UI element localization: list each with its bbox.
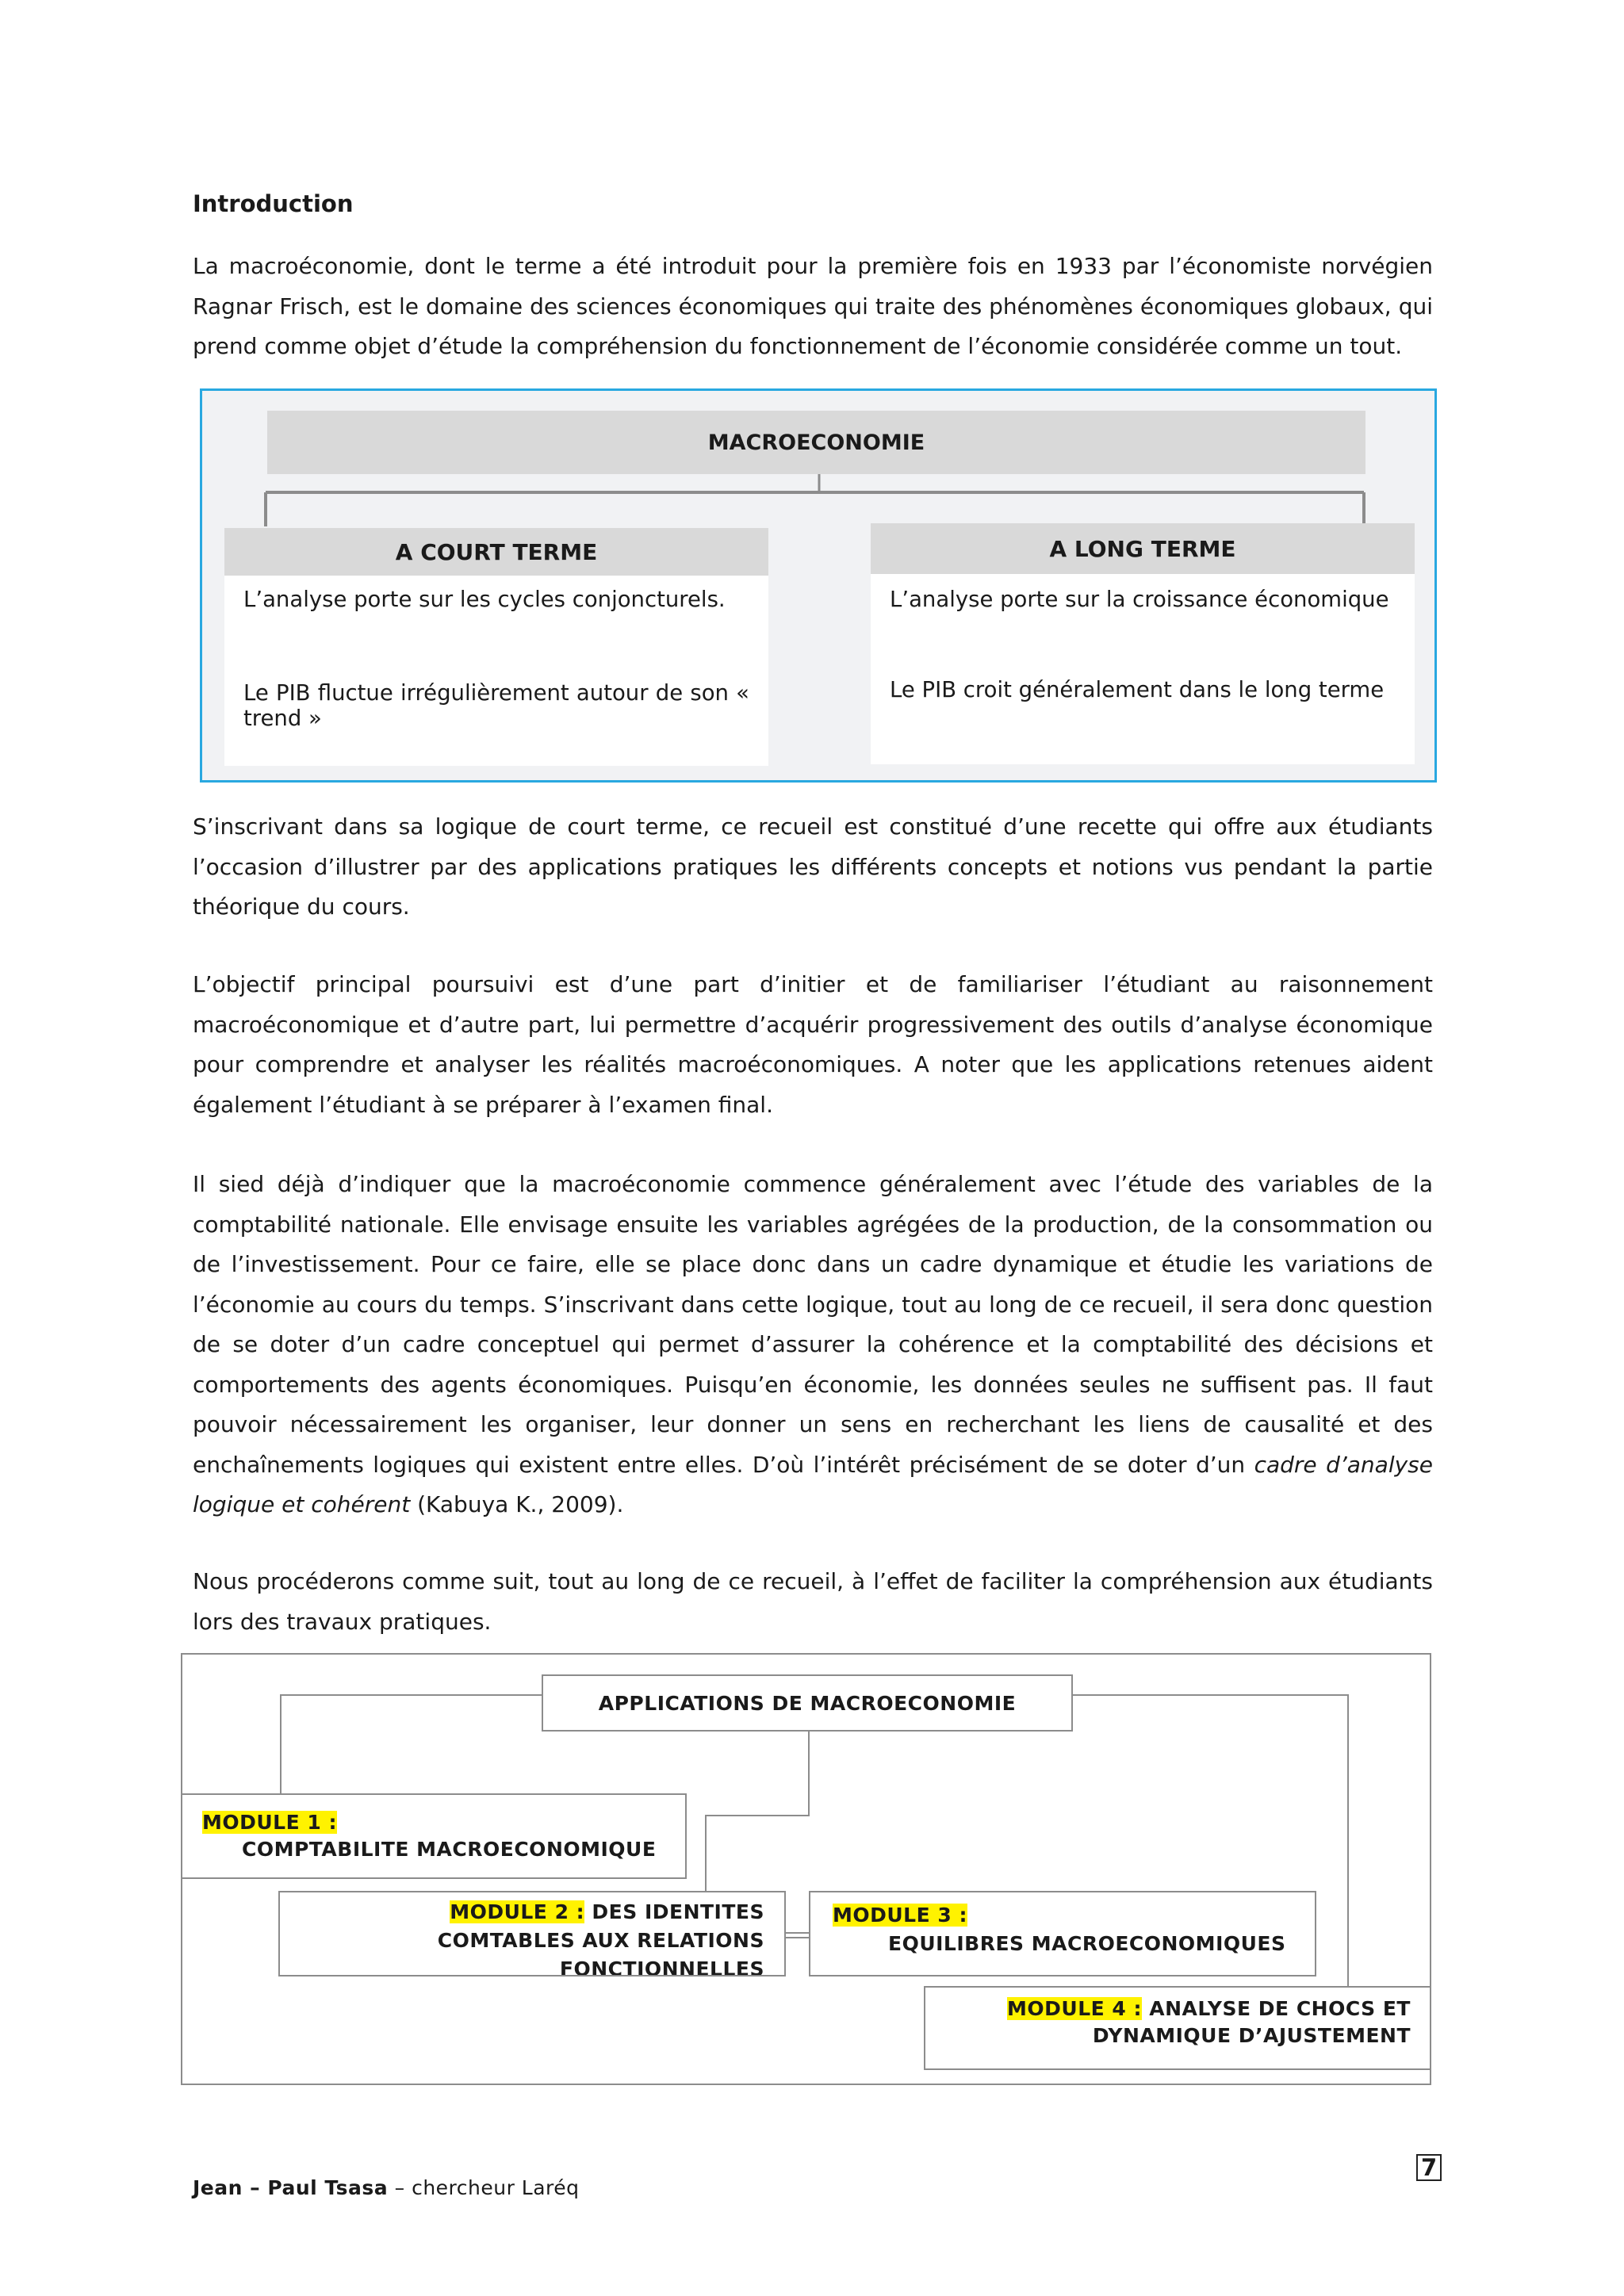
intro-paragraph: La macroéconomie, dont le terme a été introduit pour la première fois en 1933 par l’économiste norvégien Ragnar Frisch, est le domaine des sciences économiques qui traite des phénomènes économiques globaux, qui prend comme objet d’étude la compréhension du fonctionnement de l’économie considérée comme un tout. [193, 253, 1433, 359]
applications-title: APPLICATIONS DE MACROECONOMIE [598, 1691, 1017, 1715]
long-term-line1: L’analyse porte sur la croissance économique [890, 587, 1389, 612]
short-term-line1: L’analyse porte sur les cycles conjoncturels. [243, 587, 726, 612]
footer [193, 2176, 580, 2199]
page-number: 7 [1416, 2154, 1442, 2181]
module-2-tag: MODULE 2 : [450, 1900, 585, 1923]
module-1-box [181, 1793, 687, 1879]
module-3-text: EQUILIBRES MACROECONOMIQUES [888, 1932, 1286, 1955]
macroeconomie-title-box: MACROECONOMIE [267, 411, 1365, 474]
paragraph-4: Il sied déjà d’indiquer que la macroéconomie commence généralement avec l’étude des variables de la comptabilité nationale. Elle envisage ensuite les variables agrégées de la production, de la consommation ou de l’investissement. Pour ce faire, elle se place donc dans un cadre dynamique et étudie les variations de l’économie au cours du temps. S’inscrivant dans cette logique, tout au long de ce recueil, il sera donc question de se doter d’un cadre conceptuel qui permet d’assurer la cohérence et la comptabilité des décisions et comportements des agents économiques. Puisqu’en économie, les données seules ne suffisent pas. Il faut pouvoir nécessairement les organiser, leur donner un sens en recherchant les liens de causalité et des enchaînements logiques qui existent entre elles. D’où l’intérêt précisément de se doter d’un cadre d’analyse logique et cohérent (Kabuya K., 2009). [193, 1171, 1433, 1517]
module-2-line3: FONCTIONNELLES [559, 1957, 764, 1976]
module-1-text: COMPTABILITE MACROECONOMIQUE [242, 1838, 657, 1861]
module-2-box [278, 1891, 786, 1976]
paragraph-5: Nous procéderons comme suit, tout au long de ce recueil, à l’effet de faciliter la compréhension aux étudiants lors des travaux pratiques. [193, 1568, 1433, 1635]
footer-author: Jean – Paul Tsasa [193, 2176, 389, 2199]
module-3-box [809, 1891, 1316, 1976]
section-heading: Introduction [193, 190, 354, 217]
long-term-title: A LONG TERME [871, 523, 1415, 574]
module-4-line2: DYNAMIQUE D’AJUSTEMENT [1092, 2024, 1411, 2047]
module-4-box [924, 1986, 1431, 2070]
module-1-tag: MODULE 1 : [202, 1811, 337, 1834]
applications-title-box [542, 1674, 1073, 1732]
long-term-line2: Le PIB croit généralement dans le long terme [890, 677, 1385, 702]
module-3-tag: MODULE 3 : [833, 1904, 967, 1927]
module-4-line1: MODULE 4 : ANALYSE DE CHOCS ET [1007, 1997, 1411, 2020]
module-4-tag: MODULE 4 : [1007, 1997, 1143, 2020]
paragraph-3: L’objectif principal poursuivi est d’une part d’initier et de familiariser l’étudiant au raisonnement macroéconomique et d’autre part, lui permettre d’acquérir progressivement des outils d’analyse économique pour comprendre et analyser les réalités macroéconomiques. A noter que les applications retenues aident également l’étudiant à se préparer à l’examen final. [193, 971, 1433, 1118]
module-2-line1: MODULE 2 : DES IDENTITES [450, 1900, 764, 1923]
paragraph-2: S’inscrivant dans sa logique de court terme, ce recueil est constitué d’une recette qui offre aux étudiants l’occasion d’illustrer par des applications pratiques les différents concepts et notions vus pendant la partie théorique du cours. [193, 813, 1433, 920]
module-2-line2: COMTABLES AUX RELATIONS [437, 1929, 764, 1952]
footer-role: – chercheur Laréq [394, 2176, 580, 2199]
short-term-title: A COURT TERME [224, 528, 768, 576]
short-term-line2: Le PIB fluctue irrégulièrement autour de son « trend » [243, 680, 749, 731]
